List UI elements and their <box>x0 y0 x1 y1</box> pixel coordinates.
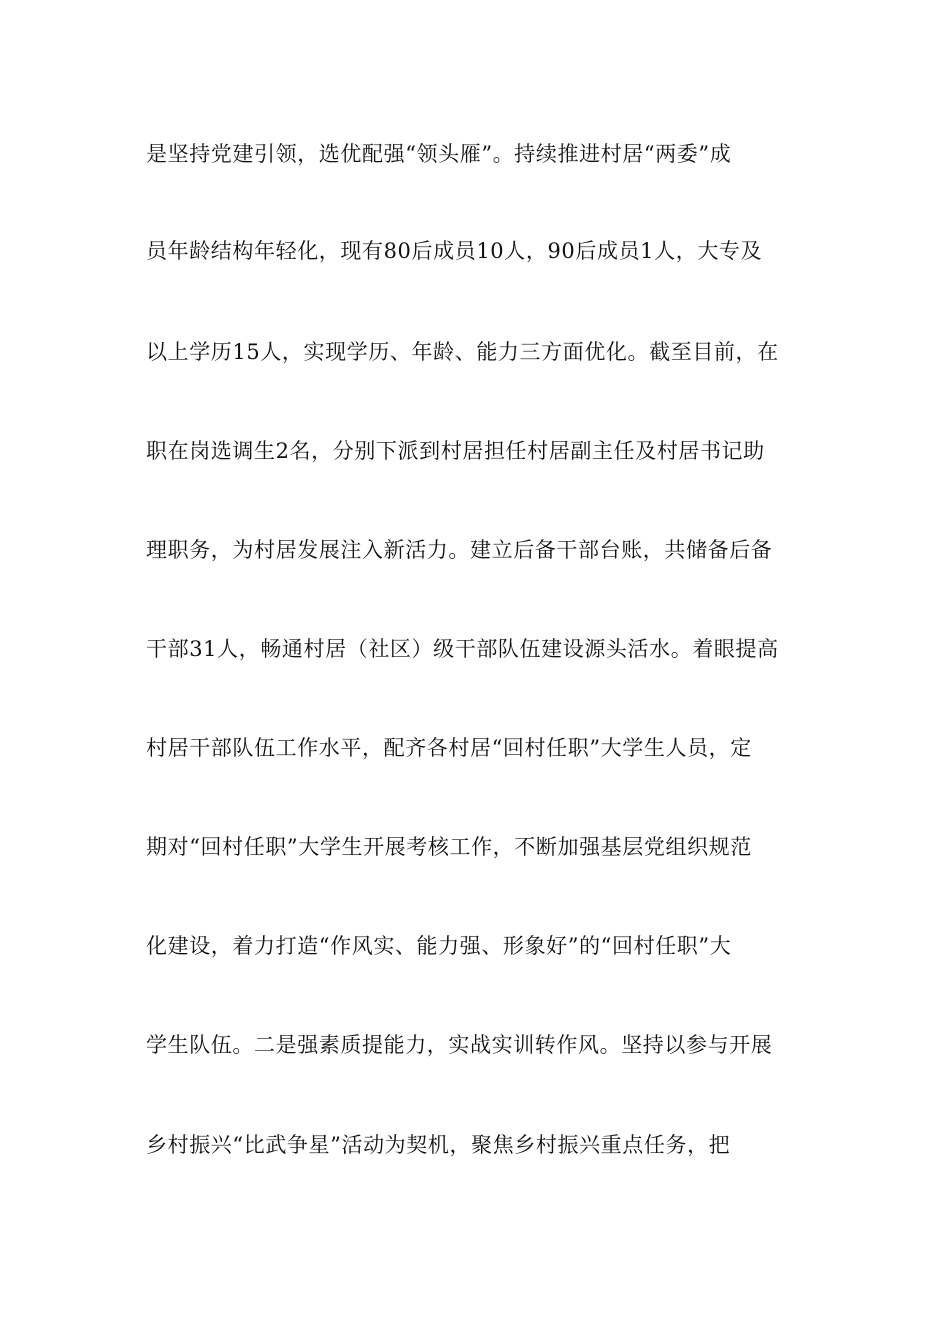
paragraph-line: 村居干部队伍工作水平，配齐各村居“回村任职”大学生人员，定 <box>146 736 752 760</box>
paragraph-line: 期对“回村任职”大学生开展考核工作，不断加强基层党组织规范 <box>146 835 752 859</box>
paragraph-line: 理职务，为村居发展注入新活力。建立后备干部台账，共储备后备 <box>146 538 773 562</box>
paragraph-line: 员年龄结构年轻化，现有80后成员10人，90后成员1人，大专及 <box>146 239 763 263</box>
paragraph-line: 职在岗选调生2名，分别下派到村居担任村居副主任及村居书记助 <box>146 439 765 463</box>
paragraph-line: 乡村振兴“比武争星”活动为契机，聚焦乡村振兴重点任务，把 <box>146 1133 731 1157</box>
paragraph-line: 以上学历15人，实现学历、年龄、能力三方面优化。截至目前，在 <box>146 340 779 364</box>
paragraph-line: 化建设，着力打造“作风实、能力强、形象好”的“回村任职”大 <box>146 934 732 958</box>
paragraph-line: 学生队伍。二是强素质提能力，实战实训转作风。坚持以参与开展 <box>146 1033 773 1057</box>
paragraph-line: 干部31人，畅通村居（社区）级干部队伍建设源头活水。着眼提高 <box>146 637 779 661</box>
paragraph-line: 是坚持党建引领，选优配强“领头雁”。持续推进村居“两委”成 <box>146 142 732 166</box>
